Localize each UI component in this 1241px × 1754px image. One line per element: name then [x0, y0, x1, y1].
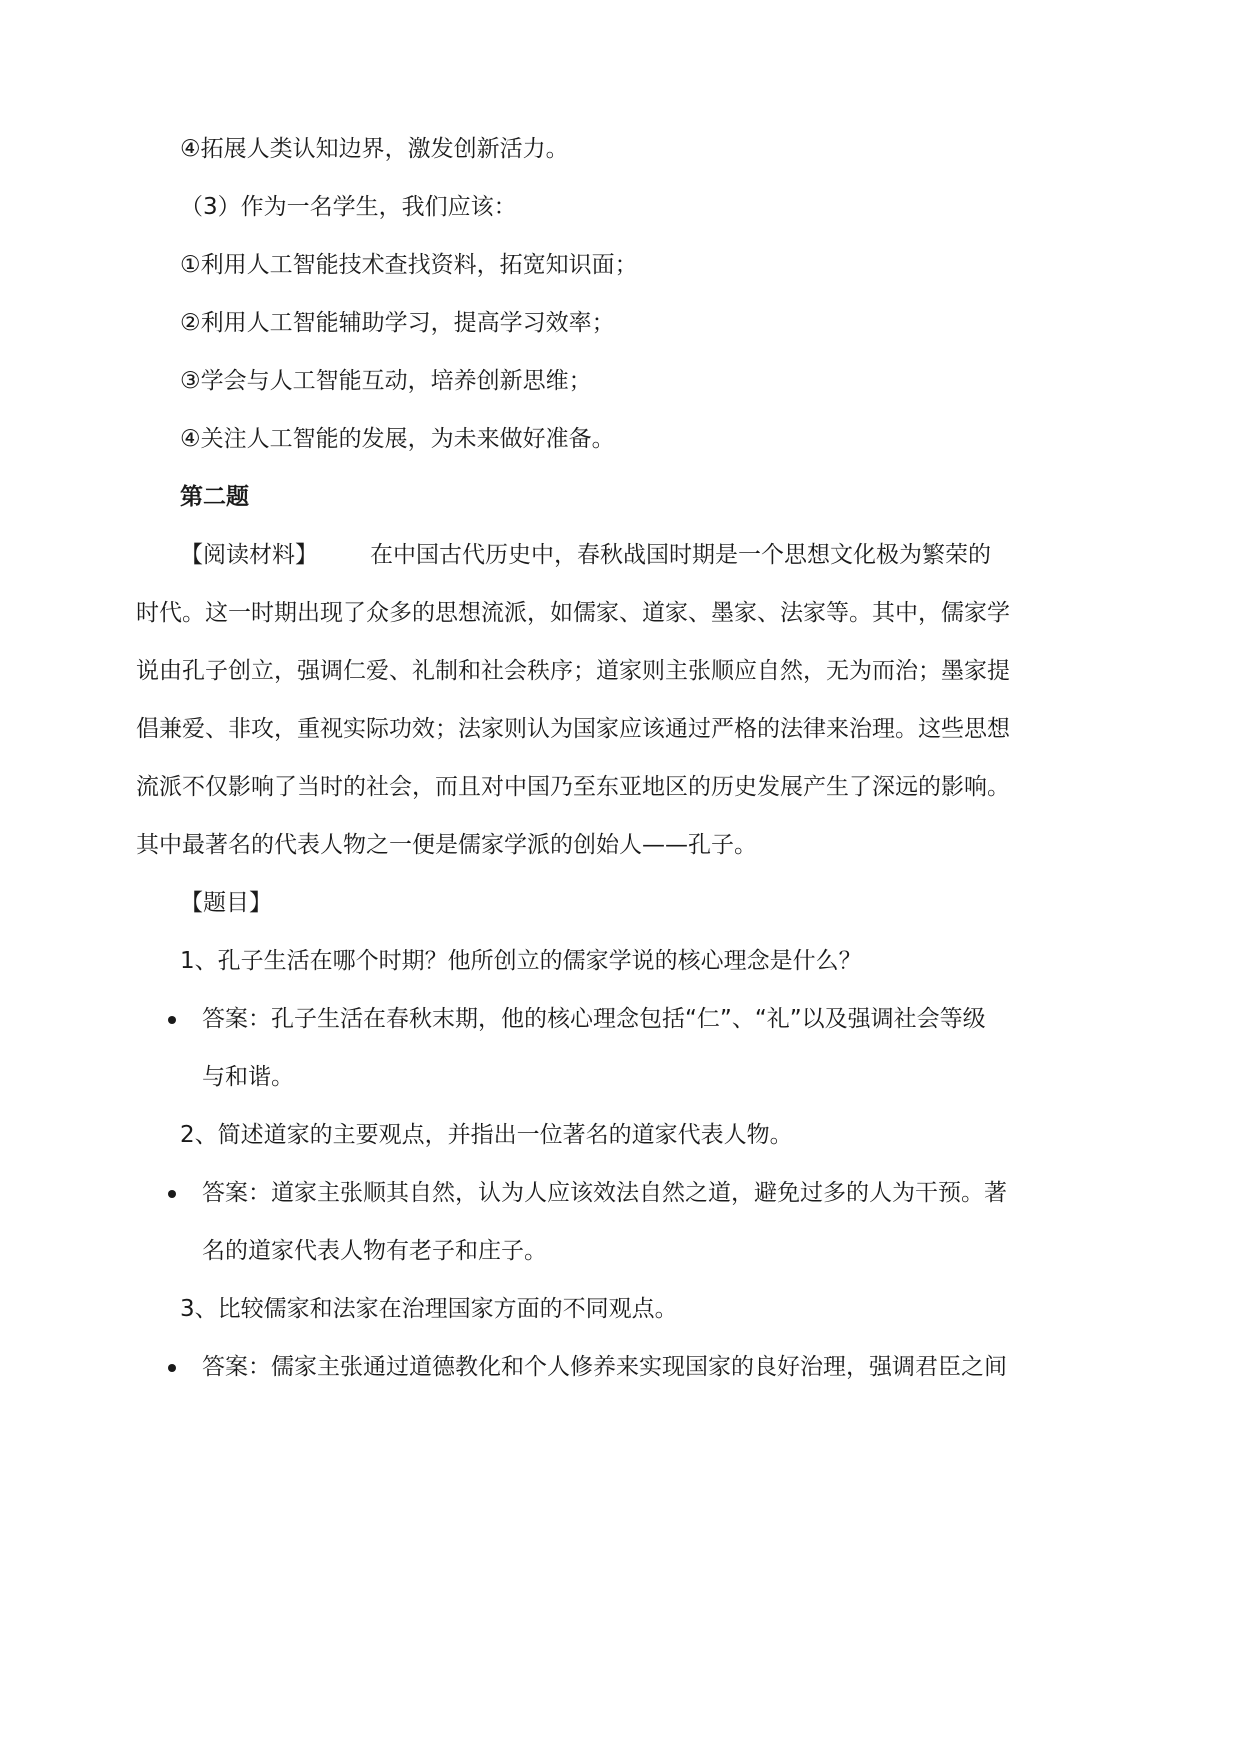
reading-line-1: 在中国古代历史中，春秋战国时期是一个思想文化极为繁荣的 [370, 542, 991, 568]
bullet-icon [168, 1016, 176, 1024]
question-1: 1、孔子生活在哪个时期？他所创立的儒家学说的核心理念是什么？ [180, 948, 862, 974]
reading-material-label: 【阅读材料】 [180, 542, 318, 568]
reading-line-2: 时代。这一时期出现了众多的思想流派，如儒家、道家、墨家、法家等。其中，儒家学 [136, 600, 1010, 626]
reading-line-4: 倡兼爱、非攻，重视实际功效；法家则认为国家应该通过严格的法律来治理。这些思想 [136, 716, 1010, 742]
answer-1-line-1: 答案：孔子生活在春秋末期，他的核心理念包括“仁”、“礼”以及强调社会等级 [202, 1006, 986, 1032]
ai-impact-item-4: ④拓展人类认知边界，激发创新活力。 [180, 136, 569, 162]
student-point-4: ④关注人工智能的发展，为未来做好准备。 [180, 426, 615, 452]
student-point-1: ①利用人工智能技术查找资料，拓宽知识面； [180, 252, 638, 278]
reading-line-6: 其中最著名的代表人物之一便是儒家学派的创始人——孔子。 [136, 832, 757, 858]
section-heading: 第二题 [180, 484, 249, 510]
answer-2-line-2: 名的道家代表人物有老子和庄子。 [202, 1238, 547, 1264]
student-point-2: ②利用人工智能辅助学习，提高学习效率； [180, 310, 615, 336]
student-point-3: ③学会与人工智能互动，培养创新思维； [180, 368, 592, 394]
bullet-icon [168, 1364, 176, 1372]
question-3: 3、比较儒家和法家在治理国家方面的不同观点。 [180, 1296, 678, 1322]
reading-line-3: 说由孔子创立，强调仁爱、礼制和社会秩序；道家则主张顺应自然，无为而治；墨家提 [136, 658, 1010, 684]
question-3-intro: （3）作为一名学生，我们应该： [180, 194, 517, 220]
answer-3-line-1: 答案：儒家主张通过道德教化和个人修养来实现国家的良好治理，强调君臣之间 [202, 1354, 1007, 1380]
questions-label: 【题目】 [180, 890, 272, 916]
reading-line-5: 流派不仅影响了当时的社会，而且对中国乃至东亚地区的历史发展产生了深远的影响。 [136, 774, 1010, 800]
answer-2-line-1: 答案：道家主张顺其自然，认为人应该效法自然之道，避免过多的人为干预。著 [202, 1180, 1007, 1206]
bullet-icon [168, 1190, 176, 1198]
answer-1-line-2: 与和谐。 [202, 1064, 294, 1090]
question-2: 2、简述道家的主要观点，并指出一位著名的道家代表人物。 [180, 1122, 793, 1148]
